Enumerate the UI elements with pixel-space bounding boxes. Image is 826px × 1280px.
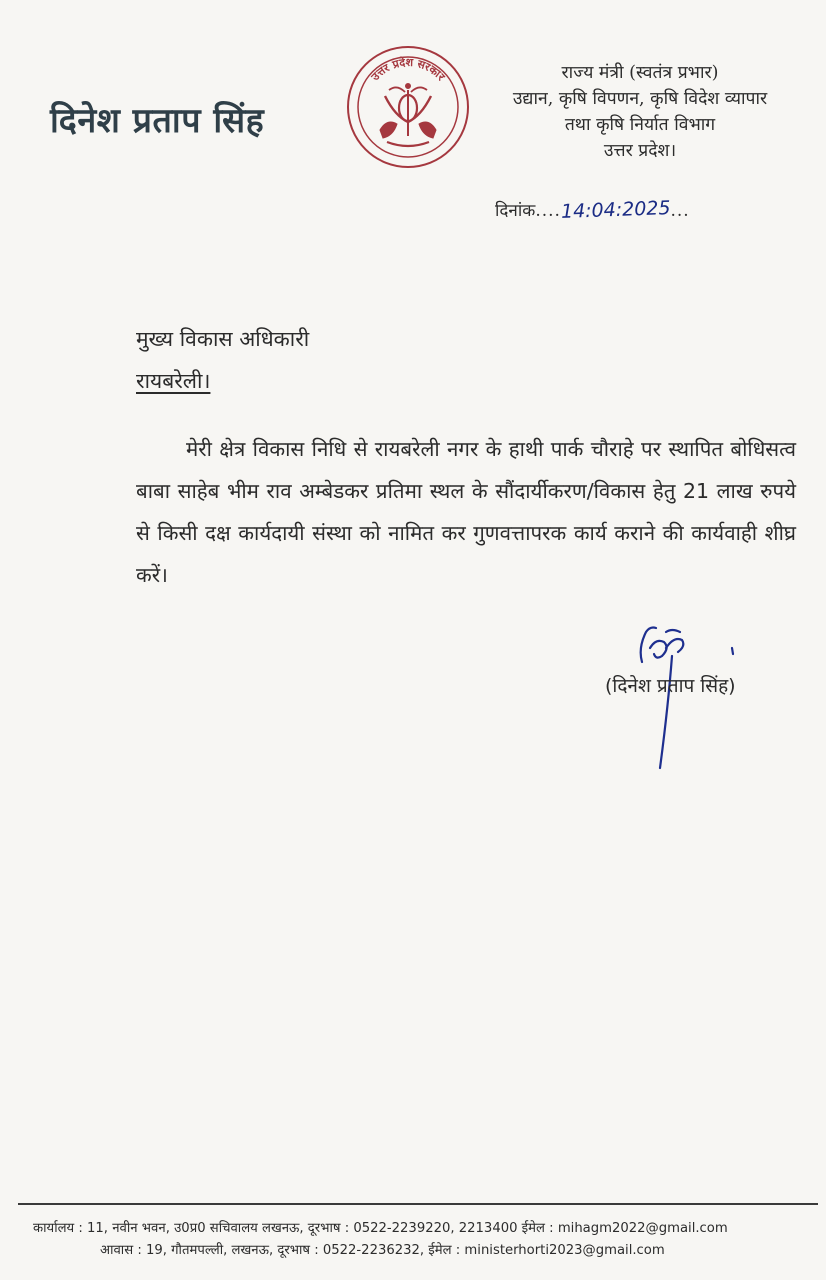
svg-text:उत्तर प्रदेश सरकार <box>368 55 448 84</box>
designation-block <box>470 60 810 164</box>
recipient-designation: मुख्य विकास अधिकारी <box>136 327 310 351</box>
date-row <box>495 198 690 221</box>
designation-line: उद्यान, कृषि विपणन, कृषि विदेश व्यापार <box>512 89 768 109</box>
footer <box>0 1218 826 1262</box>
sender-name: दिनेश प्रताप सिंह <box>50 101 265 141</box>
handwritten-signature <box>620 618 750 778</box>
date-label: दिनांक <box>495 201 536 221</box>
recipient-place: रायबरेली। <box>136 369 211 393</box>
date-value: 14:04:2025 <box>560 197 671 223</box>
footer-residence-address: आवास : 19, गौतमपल्ली, लखनऊ, दूरभाष : 0522-2236232, ईमेल : ministerhorti2023@gmail.com <box>100 1243 665 1258</box>
designation-line: तथा कृषि निर्यात विभाग <box>564 115 716 135</box>
date-dots: ... <box>670 201 690 221</box>
designation-line: राज्य मंत्री (स्वतंत्र प्रभार) <box>561 63 719 83</box>
letter-body: मेरी क्षेत्र विकास निधि से रायबरेली नगर के हाथी पार्क चौराहे पर स्थापित बोधिसत्व बाबा साहेब भीम राव अम्बेडकर प्रतिमा स्थल के सौंदार्यीकरण/विकास हेतु 21 लाख रुपये से किसी दक्ष कार्यदायी संस्था को नामित कर गुणवत्तापरक कार्य कराने की कार्यवाही शीघ्र करें। <box>136 437 796 587</box>
signatory-name: (दिनेश प्रताप सिंह) <box>605 675 736 697</box>
date-dots: .... <box>535 201 561 221</box>
emblem-text: उत्तर प्रदेश सरकार <box>368 55 448 84</box>
footer-divider <box>18 1203 818 1205</box>
footer-office-address: कार्यालय : 11, नवीन भवन, उ0प्र0 सचिवालय लखनऊ, दूरभाष : 0522-2239220, 2213400 ईमेल : mihagm2022@gmail.com <box>33 1221 728 1236</box>
uttar-pradesh-emblem-icon <box>345 44 471 170</box>
designation-line: उत्तर प्रदेश। <box>603 141 677 161</box>
